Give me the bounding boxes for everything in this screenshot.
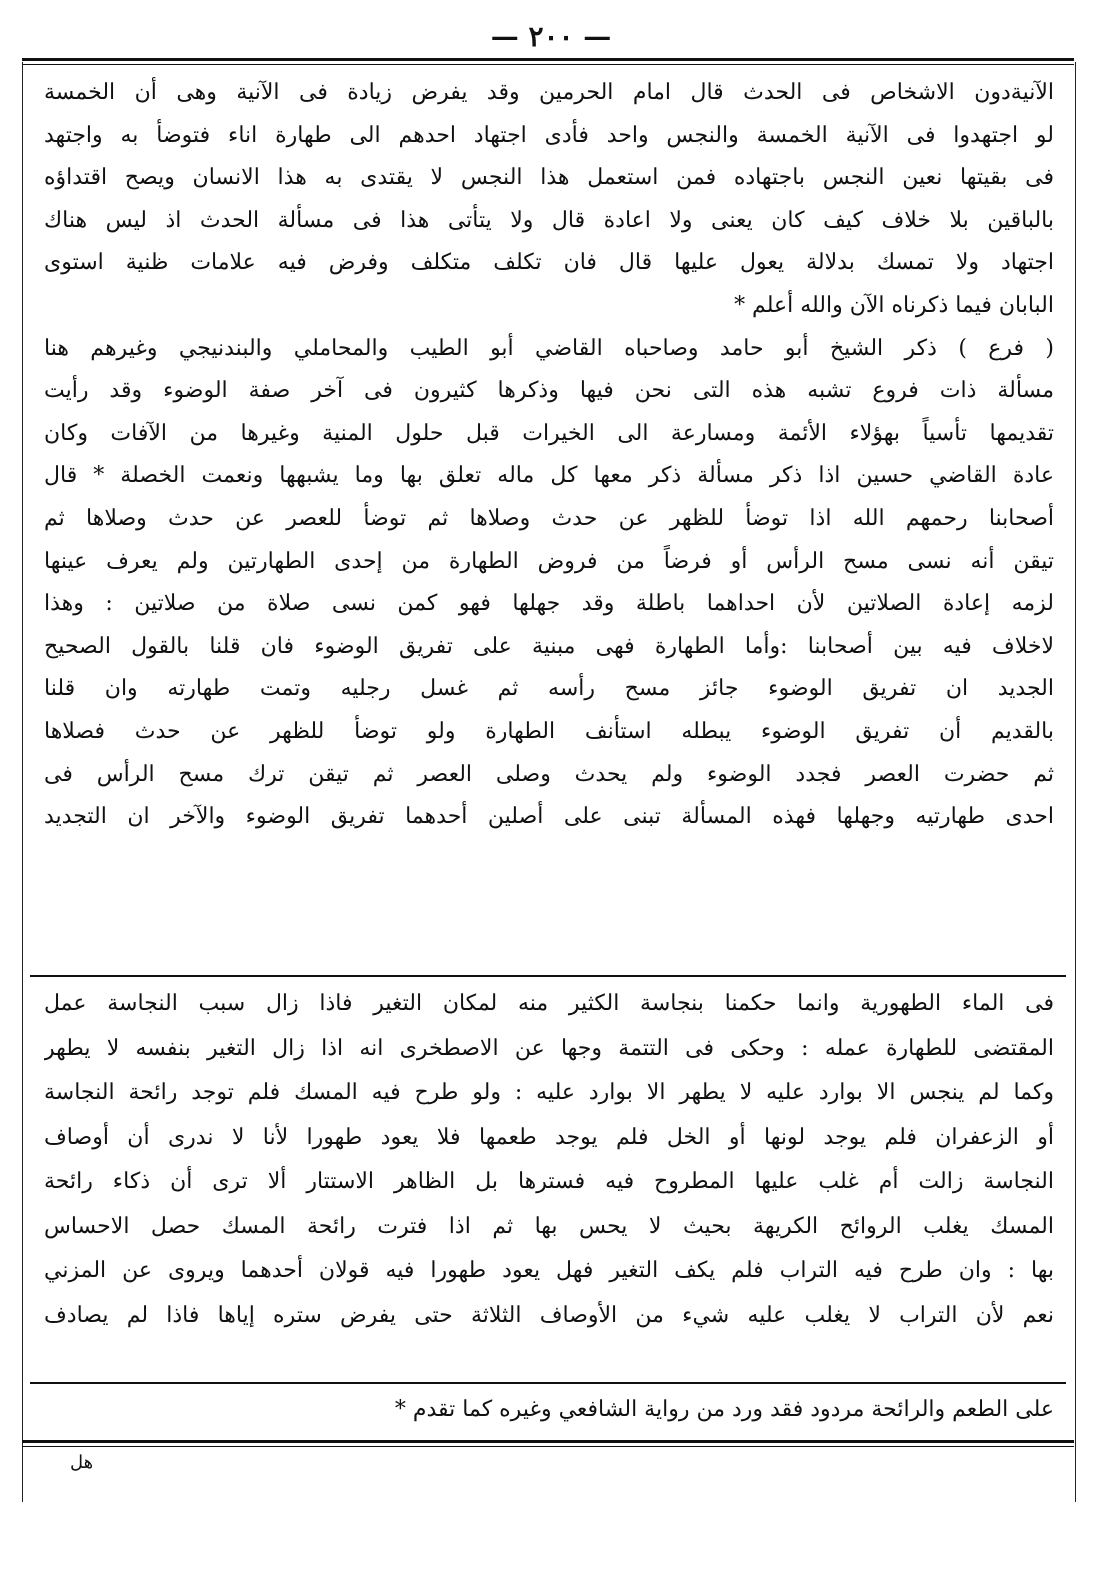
footnote-divider bbox=[30, 1382, 1066, 1384]
commentary-line: نعم لأن التراب لا يغلب عليه شيء من الأوصاف الثلاثة حتى يفرض ستره إياها فاذا لم يصادف bbox=[44, 1302, 1054, 1328]
main-line: مسألة ذات فروع تشبه هذه التى نحن فيها وذكرها كثيرون فى آخر صفة الوضوء وقد رأيت bbox=[44, 378, 1054, 404]
footnote-line: على الطعم والرائحة مردود فقد ورد من رواية الشافعي وغيره كما تقدم * bbox=[394, 1397, 1054, 1422]
commentary-line: بها : وان طرح فيه التراب فلم يكف التغير فهل يعود طهورا فيه قولان أحدهما ويروى عن المزني bbox=[44, 1258, 1054, 1283]
bottom-double-rule bbox=[22, 1440, 1074, 1443]
commentary-line: فى الماء الطهورية وانما حكمنا بنجاسة الكثير منه لمكان التغير فاذا زال سبب النجاسة عمل bbox=[44, 991, 1054, 1016]
main-line: ثم حضرت العصر فجدد الوضوء ولم يحدث وصلى العصر ثم تيقن ترك مسح الرأس فى bbox=[44, 761, 1054, 787]
commentary-line: المسك يغلب الروائح الكريهة بحيث لا يحس بها ثم اذا فترت رائحة المسك حصل الاحساس bbox=[44, 1213, 1054, 1239]
main-line: لاخلاف فيه بين أصحابنا :وأما الطهارة فهى مبنية على تفريق الوضوء فان قلنا بالقول الصحيح bbox=[44, 633, 1054, 659]
catchword: هل bbox=[70, 1452, 94, 1473]
main-line: تيقن أنه نسى مسح الرأس أو فرضاً من فروض الطهارة من إحدى الطهارتين ولم يعرف عينها bbox=[44, 548, 1054, 574]
main-line: اجتهاد ولا تمسك بدلالة يعول عليها قال فان تكلف متكلف وفرض فيه علامات ظنية استوى bbox=[44, 250, 1054, 276]
footnote-block bbox=[44, 1388, 1054, 1432]
commentary-line: أو الزعفران فلم يوجد لونها أو الخل فلم يوجد طعمها فلا يعود طهورا لأنا لا ندرى أن أوصاف bbox=[44, 1124, 1054, 1150]
top-double-rule bbox=[22, 58, 1074, 61]
commentary-line: المقتضى للطهارة عمله : وحكى فى التتمة وجها عن الاصطخرى انه اذا زال التغير بنفسه لا يطهر bbox=[44, 1035, 1054, 1061]
main-line: بالباقين بلا خلاف كيف كان يعنى ولا اعادة قال ولا يتأتى هذا فى مسألة الحدث اذ ليس هناك bbox=[44, 207, 1054, 233]
main-line: أصحابنا رحمهم الله اذا توضأ للظهر عن حدث وصلاها ثم توضأ للعصر عن حدث وصلاها ثم bbox=[44, 505, 1054, 531]
main-line: البابان فيما ذكرناه الآن والله أعلم * bbox=[734, 292, 1054, 318]
bottom-thin-rule bbox=[22, 1446, 1074, 1447]
main-line: الآنيةدون الاشخاص فى الحدث قال امام الحرمين وقد يفرض زيادة فى الآنية وهى أن الخمسة bbox=[44, 80, 1054, 105]
commentary-line: النجاسة زالت أم غلب عليها المطروح فيه فسترها بل الظاهر الاستتار ألا ترى أن ذكاء رائحة bbox=[44, 1169, 1054, 1194]
main-line: الجديد ان تفريق الوضوء جائز مسح رأسه ثم غسل رجليه وتمت طهارته وان قلنا bbox=[44, 676, 1054, 702]
page-number: — ٢٠٠ — bbox=[490, 20, 612, 53]
main-line: فى بقيتها نعين النجس باجتهاده فمن استعمل هذا النجس لا يقتدى به هذا الانسان ويصح اقتداؤه bbox=[44, 165, 1054, 191]
main-line: تقديمها تأسياً بهؤلاء الأئمة ومسارعة الى الخيرات قبل حلول المنية وغيرها من الآفات وكان bbox=[44, 420, 1054, 446]
main-line: عادة القاضي حسين اذا ذكر مسألة ذكر معها كل ماله تعلق بها وما يشبهها ونعمت الخصلة * قال bbox=[44, 463, 1054, 489]
commentary-line: وكما لم ينجس الا بوارد عليه لا يطهر الا بوارد عليه : ولو طرح فيه المسك فلم توجد رائحة النجاسة bbox=[44, 1080, 1054, 1105]
main-line: ( فرع ) ذكر الشيخ أبو حامد وصاحباه القاضي أبو الطيب والمحاملي والبندنيجي وغيرهم هنا bbox=[44, 335, 1054, 361]
main-text-block bbox=[44, 72, 1054, 839]
main-line: بالقديم أن تفريق الوضوء يبطله استأنف الطهارة ولو توضأ للظهر عن حدث فصلاها bbox=[44, 718, 1054, 744]
main-line: لزمه إعادة الصلاتين لأن احداهما باطلة وقد جهلها فهو كمن نسى صلاة من صلاتين : وهذا bbox=[44, 591, 1054, 617]
commentary-block bbox=[44, 982, 1054, 1338]
main-line: احدى طهارتيه وجهلها فهذه المسألة تبنى على أصلين أحدهما تفريق الوضوء والآخر ان التجديد bbox=[44, 804, 1054, 830]
main-line: لو اجتهدوا فى الآنية الخمسة والنجس واحد فأدى اجتهاد احدهم الى طهارة اناء فتوضأ به واجتهد bbox=[44, 122, 1054, 148]
section-divider bbox=[30, 975, 1066, 977]
